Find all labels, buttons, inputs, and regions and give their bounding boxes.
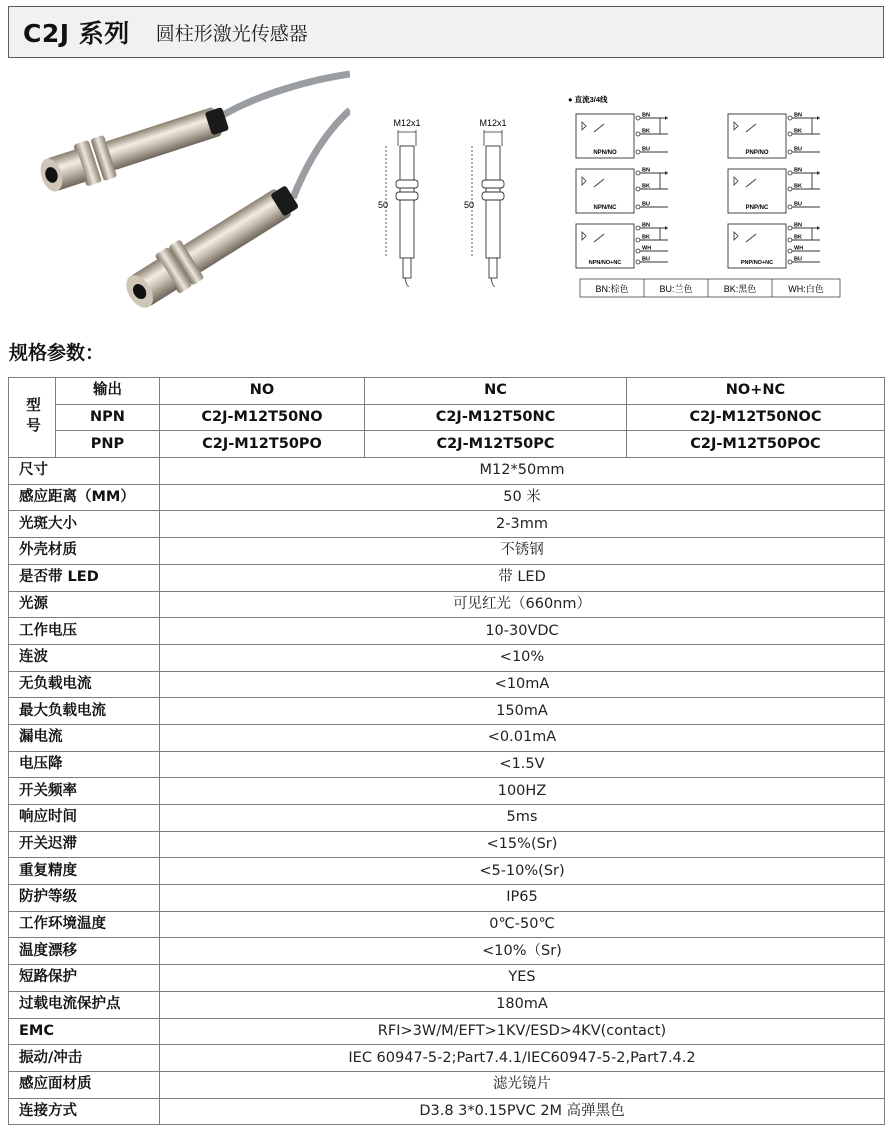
spec-row	[9, 1071, 885, 1098]
spec-row	[9, 484, 885, 511]
spec-value: 5ms	[160, 805, 885, 832]
spec-value: 可见红光（660nm）	[160, 591, 885, 618]
spec-label: 短路保护	[9, 965, 160, 992]
spec-row	[9, 698, 885, 725]
npn-label: NPN	[56, 404, 160, 431]
legend-bn: BN:棕色	[595, 284, 629, 294]
spec-label: 光斑大小	[9, 511, 160, 538]
spec-row	[9, 671, 885, 698]
spec-row	[9, 965, 885, 992]
spec-row	[9, 538, 885, 565]
spec-row	[9, 911, 885, 938]
spec-value: <0.01mA	[160, 724, 885, 751]
spec-row	[9, 564, 885, 591]
wire-label-bu: BU	[642, 201, 650, 208]
sensor-1	[35, 97, 232, 198]
wiring-box	[728, 223, 820, 269]
spec-table	[8, 377, 885, 1125]
spec-label: 光源	[9, 591, 160, 618]
spec-value: <10%	[160, 644, 885, 671]
spec-row	[9, 618, 885, 645]
wiring-diagram	[566, 92, 846, 306]
wiring-box-label: PNP/NO	[745, 150, 769, 156]
wiring-box	[728, 168, 820, 214]
col-no-header: NO	[160, 378, 365, 405]
col-nonc-header: NO+NC	[627, 378, 885, 405]
spec-label: 防护等级	[9, 885, 160, 912]
spec-value: 不锈钢	[160, 538, 885, 565]
spec-label: 振动/冲击	[9, 1045, 160, 1072]
spec-row	[9, 591, 885, 618]
spec-label: 响应时间	[9, 805, 160, 832]
spec-row	[9, 778, 885, 805]
wiring-box-label: NPN/NC	[593, 205, 617, 211]
npn-no-model: C2J-M12T50NO	[160, 404, 365, 431]
wire-label-bn: BN	[794, 112, 802, 119]
wiring-legend	[580, 279, 840, 297]
spec-row	[9, 938, 885, 965]
spec-row	[9, 885, 885, 912]
spec-label: 连波	[9, 644, 160, 671]
spec-label: EMC	[9, 1018, 160, 1045]
page-header	[8, 6, 884, 58]
spec-value: <10mA	[160, 671, 885, 698]
spec-row	[9, 724, 885, 751]
spec-value: <10%（Sr)	[160, 938, 885, 965]
spec-label: 过载电流保护点	[9, 991, 160, 1018]
pnp-nonc-model: C2J-M12T50POC	[627, 431, 885, 458]
wiring-box	[576, 113, 668, 159]
output-label: 输出	[56, 378, 160, 405]
wiring-box	[576, 223, 668, 269]
thread-label-2: M12x1	[479, 118, 507, 128]
wire-label-wh: WH	[794, 245, 804, 252]
npn-row	[9, 404, 885, 431]
spec-value: 50 米	[160, 484, 885, 511]
spec-value: M12*50mm	[160, 458, 885, 485]
spec-row	[9, 511, 885, 538]
spec-row	[9, 644, 885, 671]
wire-label-bu: BU	[794, 201, 802, 208]
spec-value: D3.8 3*0.15PVC 2M 高弹黑色	[160, 1098, 885, 1125]
spec-label: 工作环境温度	[9, 911, 160, 938]
wire-label-bu: BU	[794, 146, 802, 153]
spec-value: 2-3mm	[160, 511, 885, 538]
type-model-label	[9, 378, 56, 458]
wire-label-bn: BN	[794, 222, 802, 229]
spec-row	[9, 805, 885, 832]
spec-value: 0℃-50℃	[160, 911, 885, 938]
spec-value: <5-10%(Sr)	[160, 858, 885, 885]
type-label: 型号	[24, 397, 40, 439]
legend-bk: BK:黑色	[723, 284, 757, 294]
spec-label: 温度漂移	[9, 938, 160, 965]
wire-label-bu: BU	[642, 146, 650, 153]
pnp-nc-model: C2J-M12T50PC	[365, 431, 627, 458]
pnp-no-model: C2J-M12T50PO	[160, 431, 365, 458]
wire-label-bk: BK	[794, 234, 802, 241]
wiring-box-label: NPN/NO	[593, 150, 617, 156]
spec-label: 重复精度	[9, 858, 160, 885]
wire-label-bk: BK	[642, 183, 650, 190]
wiring-box-label: PNP/NO+NC	[740, 260, 774, 266]
length-label-2: 50	[464, 200, 475, 210]
spec-value: 滤光镜片	[160, 1071, 885, 1098]
thread-label-1: M12x1	[393, 118, 421, 128]
wiring-title: ● 直流3/4线	[568, 95, 608, 104]
spec-value: 180mA	[160, 991, 885, 1018]
product-subtitle: 圆柱形激光传感器	[155, 22, 308, 45]
spec-value: <15%(Sr)	[160, 831, 885, 858]
wire-label-bk: BK	[642, 234, 650, 241]
legend-bu: BU:兰色	[659, 284, 693, 294]
spec-label: 最大负载电流	[9, 698, 160, 725]
product-photo	[8, 70, 350, 322]
spec-value: IEC 60947-5-2;Part7.4.1/IEC60947-5-2,Part7.4.2	[160, 1045, 885, 1072]
wire-label-bu: BU	[642, 256, 650, 263]
length-label-1: 50	[378, 200, 389, 210]
spec-section-title: 规格参数：	[9, 342, 105, 364]
spec-row	[9, 1018, 885, 1045]
wire-label-bn: BN	[642, 112, 650, 119]
spec-value: YES	[160, 965, 885, 992]
series-title: C2J 系列	[23, 19, 130, 48]
wire-label-bk: BK	[642, 128, 650, 135]
sensor-2	[118, 177, 304, 317]
legend-wh: WH:白色	[788, 284, 824, 294]
spec-label: 连接方式	[9, 1098, 160, 1125]
table-header-row	[9, 378, 885, 405]
spec-label: 工作电压	[9, 618, 160, 645]
spec-label: 开关频率	[9, 778, 160, 805]
col-nc-header: NC	[365, 378, 627, 405]
spec-value: 10-30VDC	[160, 618, 885, 645]
wire-label-bk: BK	[794, 128, 802, 135]
spec-label: 开关迟滞	[9, 831, 160, 858]
spec-label: 电压降	[9, 751, 160, 778]
spec-value: 100HZ	[160, 778, 885, 805]
spec-row	[9, 858, 885, 885]
npn-nonc-model: C2J-M12T50NOC	[627, 404, 885, 431]
spec-label: 感应距离（MM）	[9, 484, 160, 511]
pnp-label: PNP	[56, 431, 160, 458]
spec-row	[9, 991, 885, 1018]
spec-value: 150mA	[160, 698, 885, 725]
spec-label: 无负载电流	[9, 671, 160, 698]
wire-label-bn: BN	[642, 222, 650, 229]
spec-row	[9, 751, 885, 778]
wiring-box	[728, 113, 820, 159]
wire-label-wh: WH	[642, 245, 652, 252]
wire-label-bn: BN	[642, 167, 650, 174]
spec-value: 带 LED	[160, 564, 885, 591]
spec-row	[9, 458, 885, 485]
spec-label: 漏电流	[9, 724, 160, 751]
wiring-box-label: PNP/NC	[745, 205, 769, 211]
wire-label-bu: BU	[794, 256, 802, 263]
spec-row	[9, 1098, 885, 1125]
spec-value: RFI>3W/M/EFT>1KV/ESD>4KV(contact)	[160, 1018, 885, 1045]
wiring-box-label: NPN/NO+NC	[588, 260, 622, 266]
wire-label-bk: BK	[794, 183, 802, 190]
spec-label: 感应面材质	[9, 1071, 160, 1098]
spec-label: 外壳材质	[9, 538, 160, 565]
spec-value: <1.5V	[160, 751, 885, 778]
npn-nc-model: C2J-M12T50NC	[365, 404, 627, 431]
wire-label-bn: BN	[794, 167, 802, 174]
pnp-row	[9, 431, 885, 458]
dimension-drawing	[376, 108, 546, 298]
spec-value: IP65	[160, 885, 885, 912]
spec-label: 是否带 LED	[9, 564, 160, 591]
spec-row	[9, 831, 885, 858]
wiring-box	[576, 168, 668, 214]
spec-label: 尺寸	[9, 458, 160, 485]
spec-row	[9, 1045, 885, 1072]
